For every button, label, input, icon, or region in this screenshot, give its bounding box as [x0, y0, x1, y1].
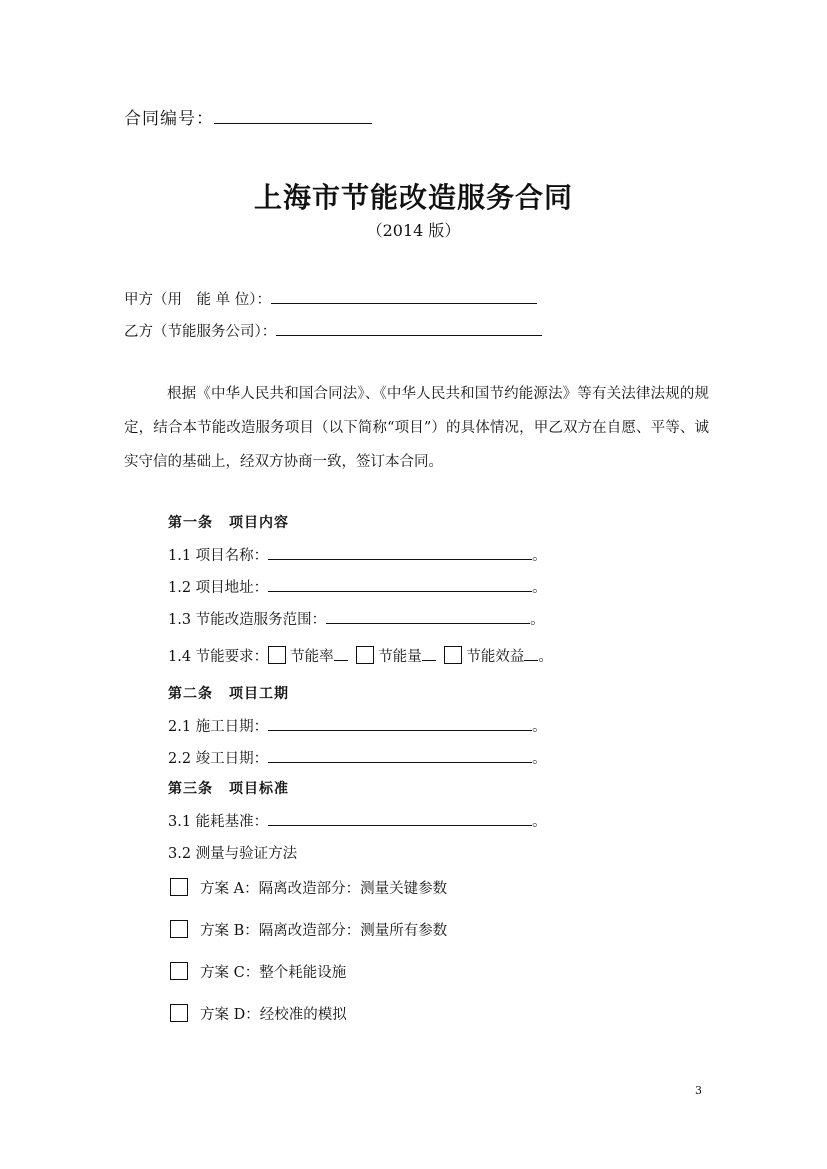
energy-benefit-field[interactable] [524, 660, 538, 661]
party-b-field[interactable] [276, 335, 542, 336]
article-3-heading [168, 778, 289, 798]
item-3-1-end: 。 [532, 814, 547, 830]
energy-rate-label: 节能率 [290, 649, 334, 665]
option-a-label: 方案 A：隔离改造部分：测量关键参数 [200, 881, 448, 897]
completion-date-field[interactable] [268, 762, 532, 763]
item-3-1 [168, 810, 547, 831]
item-3-2 [168, 842, 297, 863]
item-1-3-end: 。 [530, 612, 545, 628]
option-d-label: 方案 D：经校准的模拟 [200, 1007, 347, 1023]
item-1-4 [168, 645, 553, 666]
party-a-field[interactable] [271, 303, 537, 304]
energy-amount-field[interactable] [422, 660, 436, 661]
item-1-2-label: 1.2 项目地址： [168, 580, 269, 596]
option-b-label: 方案 B：隔离改造部分：测量所有参数 [200, 923, 448, 939]
item-2-2-label: 2.2 竣工日期： [168, 751, 269, 767]
item-2-1-end: 。 [532, 719, 547, 735]
item-2-1-label: 2.1 施工日期： [168, 719, 269, 735]
energy-amount-checkbox[interactable] [356, 646, 374, 664]
option-a-row [170, 877, 447, 898]
option-c-row [170, 961, 346, 982]
page-title: 上海市节能改造服务合同 [253, 181, 573, 214]
article-1-heading [168, 512, 289, 532]
project-address-field[interactable] [268, 591, 532, 592]
energy-amount-label: 节能量 [378, 649, 422, 665]
item-1-2-end: 。 [532, 580, 547, 596]
option-c-checkbox[interactable] [170, 962, 188, 980]
party-a-label: 甲方（用 能 单 位）： [124, 292, 271, 308]
article-2-number: 第二条 [168, 686, 213, 702]
energy-benefit-checkbox[interactable] [444, 646, 462, 664]
item-1-4-label: 1.4 节能要求： [168, 649, 269, 665]
item-1-3 [168, 608, 545, 629]
option-a-checkbox[interactable] [170, 878, 188, 896]
contract-number-field[interactable] [214, 123, 372, 124]
party-b-row [124, 320, 542, 341]
item-3-2-label: 3.2 测量与验证方法 [168, 846, 298, 862]
start-date-field[interactable] [268, 730, 532, 731]
item-1-4-end: 。 [538, 649, 553, 665]
option-b-row [170, 919, 447, 940]
service-scope-field[interactable] [326, 623, 530, 624]
article-3-number: 第三条 [168, 781, 213, 797]
intro-text: 根据《中华人民共和国合同法》、《中华人民共和国节约能源法》等有关法律法规的规定，结合本节能改造服务项目（以下简称“项目”）的具体情况，甲乙双方在自愿、平等、诚实守信的基础上，经双方协商一致，签订本合同。 [124, 386, 709, 470]
item-1-3-label: 1.3 节能改造服务范围： [168, 612, 327, 628]
party-a-row [124, 288, 537, 309]
contract-number-label: 合同编号： [124, 109, 214, 129]
item-1-1-end: 。 [532, 548, 547, 564]
contract-number [124, 104, 372, 129]
option-d-checkbox[interactable] [170, 1004, 188, 1022]
option-d-row [170, 1003, 347, 1024]
page-number: 3 [695, 1084, 702, 1097]
option-c-label: 方案 C：整个耗能设施 [200, 965, 347, 981]
article-1-number: 第一条 [168, 515, 213, 531]
energy-rate-field[interactable] [334, 660, 348, 661]
article-3-title: 项目标准 [229, 781, 289, 797]
article-2-title: 项目工期 [229, 686, 289, 702]
option-b-checkbox[interactable] [170, 920, 188, 938]
party-b-label: 乙方（节能服务公司）： [124, 324, 277, 340]
item-2-1 [168, 715, 547, 736]
item-1-1 [168, 544, 547, 565]
item-2-2 [168, 747, 547, 768]
item-3-1-label: 3.1 能耗基准： [168, 814, 269, 830]
project-name-field[interactable] [268, 559, 532, 560]
item-1-2 [168, 576, 547, 597]
item-1-1-label: 1.1 项目名称： [168, 548, 269, 564]
edition-label: （2014 版） [366, 221, 461, 240]
energy-benefit-label: 节能效益 [466, 649, 525, 665]
article-2-heading [168, 683, 289, 703]
article-1-title: 项目内容 [229, 515, 289, 531]
energy-baseline-field[interactable] [268, 825, 532, 826]
energy-rate-checkbox[interactable] [268, 646, 286, 664]
intro-paragraph [124, 377, 709, 479]
item-2-2-end: 。 [532, 751, 547, 767]
